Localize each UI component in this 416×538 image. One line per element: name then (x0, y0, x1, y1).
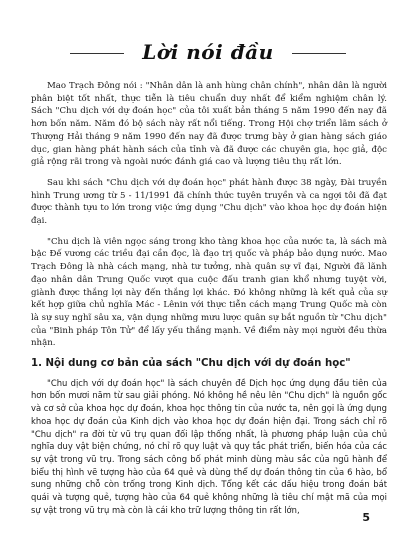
paragraph: "Chu dịch là viên ngọc sáng trong kho tàng khoa học của nước ta, là sách mà bậc Đế vương các triều đại cần đọc, là đạo trị quốc và pháp bảo dụng nước. Mao Trạch Đông là nhà cách mạng, nhà tư tưởng, nhà quân sự vĩ đại, Người đã lãnh đạo nhân dân Trung Quốc vượt qua cuộc đấu tranh gian khổ nhưng tuyệt vời, giành được thắng lợi này đến thắng lợi khác. Đó không những là kết quả của sự kết hợp giữa chủ nghĩa Mác - Lênin với thực tiễn cách mạng Trung Quốc mà còn là sự suy nghĩ sâu xa, vận dụng những mưu lược quân sự bắt nguồn từ "Chu dịch" của "Binh pháp Tôn Tử" để lấy yếu thắng mạnh. Về điểm này mọi người đều thừa nhận. (31, 236, 387, 349)
paragraph: Mao Trạch Đông nói : "Nhân dân là anh hùng chân chính", nhân dân là người phân biệt tốt nhất, thực tiễn là tiêu chuẩn duy nhất để kiểm nghiệm chân lý. Sách "Chu dịch với dự đoán học" của tôi xuất bản tháng 5 năm 1990 đến nay đã hơn bốn năm. Năm đó bộ sách này rất nổi tiếng. Trong Hội chợ triển lãm sách ở Thượng Hải tháng 9 năm 1990 đến nay đã được trưng bày ở gian hàng sách giáo dục, gian hàng phát hành sách của tỉnh và đã được các chuyên gia, học giả, độc giả rộng rãi trong và ngoài nước đánh giá cao và lượng tiêu thụ rất lớn. (31, 81, 387, 168)
body-text (31, 80, 387, 525)
section-heading: 1. Nội dung cơ bản của sách "Chu dịch với dự đoán học" (31, 358, 351, 370)
page-title: Lời nói đầu (124, 40, 291, 64)
title-block (30, 40, 386, 64)
section-paragraph: "Chu dịch với dự đoán học" là sách chuyên đề Dịch học ứng dụng đầu tiên của hơn bốn mươi năm từ sau giải phóng. Nó không hề nêu lên "Chu dịch" là nguồn gốc và cơ sở của khoa học dự đoán, khoa học thông tin của nước ta, nên gọi là ứng dụng khoa học dự đoán của Kinh dịch vào khoa học dự đoán hiện đại. Trong sách chỉ rõ "Chu dịch" ra đời từ vũ trụ quan đối lập thống nhất, là phương pháp luận của chủ nghĩa duy vật biện chứng, nó chỉ rõ quy luật và quy tắc phát triển, biến hóa của các sự vật trong vũ trụ. Trong sách công bố phát minh dùng màu sắc của ngũ hành để biểu thị hình vẽ tượng hào của 64 quẻ và dùng thể dự đoán thông tin của 6 hào, bổ sung những chỗ còn trống trong Kinh dịch. Tổng kết các dấu hiệu trong đoán bát quái và tượng quẻ, tượng hào của 64 quẻ không những là tiêu chí mật mã của mọi sự vật trong vũ trụ mà còn là cái kho trữ lượng thông tin rất lớn, (31, 377, 387, 515)
page-number: 5 (362, 511, 370, 524)
paragraph: Sau khi sách "Chu dịch với dự đoán học" phát hành được 38 ngày, Đài truyền hình Trung ương từ 5 - 11/1991 đã chính thức tuyên truyền và ca ngợi tôi đã đạt được thành tựu to lớn trong việc ứng dụng "Chu dịch" vào khoa học dự đoán hiện đại. (31, 177, 387, 227)
